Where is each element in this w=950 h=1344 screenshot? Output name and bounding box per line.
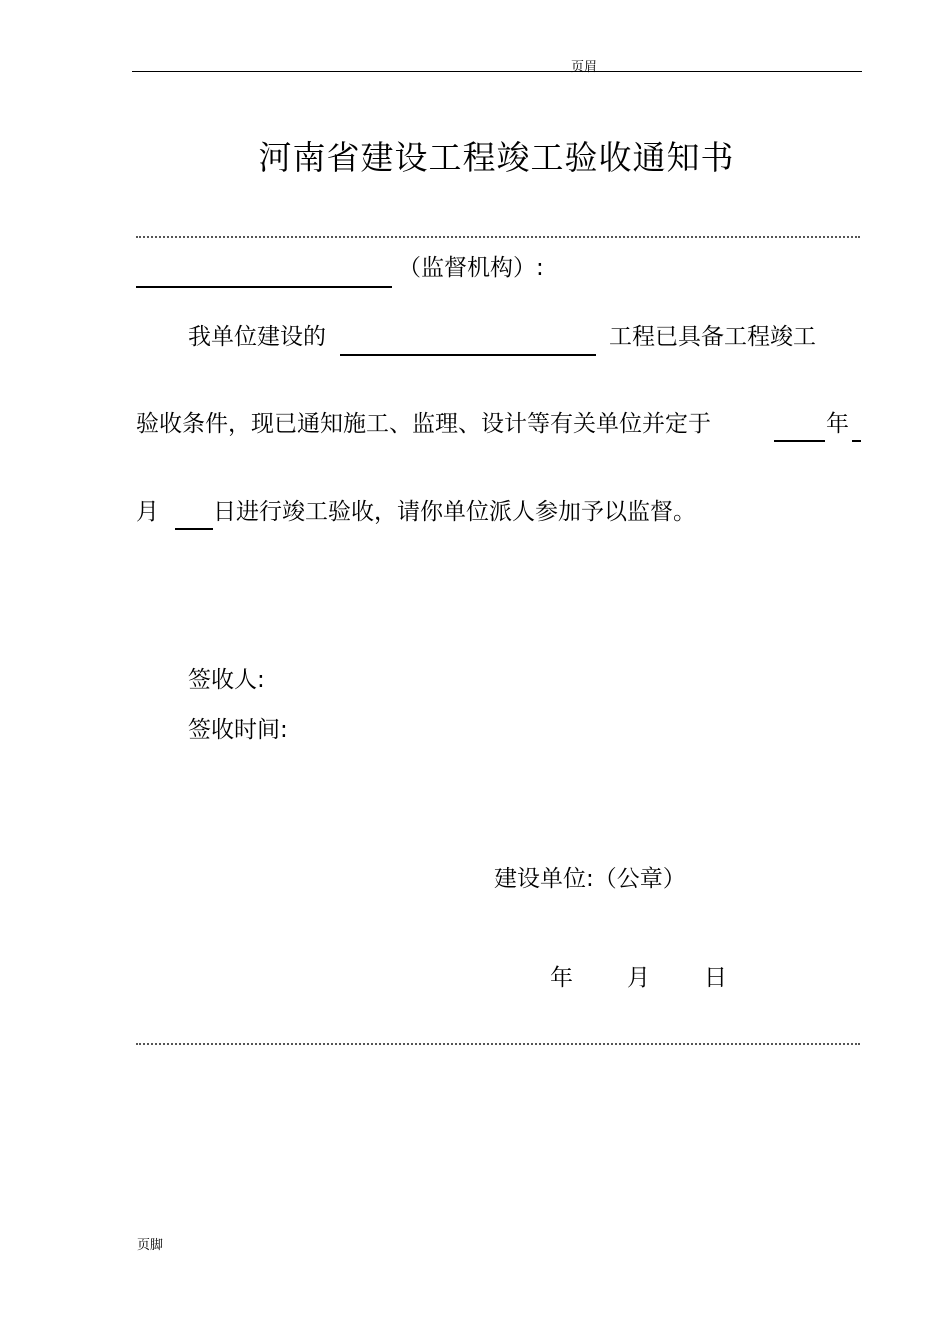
addressee-suffix: （监督机构）:	[398, 255, 544, 281]
construction-unit-seal-label: 建设单位:（公章）	[494, 866, 686, 892]
dotted-separator-bottom	[136, 1043, 860, 1045]
page-header-text: 页眉	[571, 60, 598, 75]
paragraph-line1-end: 工程已具备工程竣工	[609, 324, 816, 350]
page-footer-text: 页脚	[137, 1238, 164, 1253]
paragraph-line1-start: 我单位建设的	[188, 324, 326, 350]
paragraph-line3-rest: 日进行竣工验收，请你单位派人参加予以监督。	[213, 499, 696, 525]
date-day-label: 日	[704, 965, 727, 991]
year-blank	[774, 440, 825, 442]
date-month-label: 月	[627, 965, 650, 991]
dotted-separator-top	[136, 236, 860, 238]
signer-label: 签收人:	[188, 667, 265, 693]
date-year-label: 年	[550, 965, 573, 991]
paragraph-line3-month: 月	[136, 499, 159, 525]
day-blank	[175, 528, 213, 530]
document-title: 河南省建设工程竣工验收通知书	[258, 138, 735, 177]
supervisory-agency-blank	[136, 286, 392, 288]
paragraph-line2-year: 年	[826, 411, 849, 437]
month-blank-start	[852, 440, 861, 442]
header-divider	[132, 71, 862, 72]
sign-time-label: 签收时间:	[188, 717, 288, 743]
project-name-blank	[340, 354, 596, 356]
paragraph-line2-start: 验收条件，现已通知施工、监理、设计等有关单位并定于	[136, 411, 711, 437]
